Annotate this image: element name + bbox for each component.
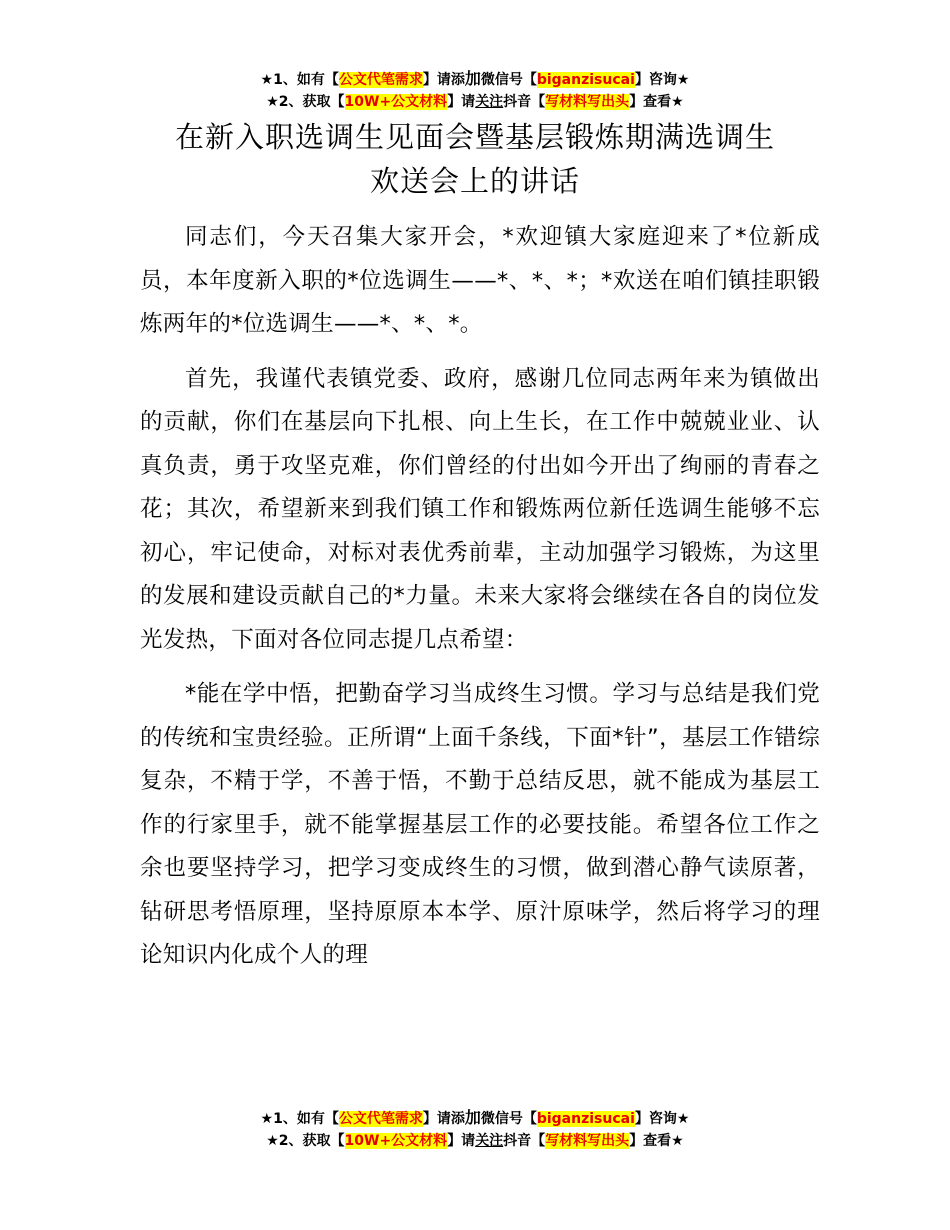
promo-line-2-suffix: 】查看★ [629, 1133, 684, 1149]
promo-highlight-service: 公文代笔需求 [338, 1111, 423, 1127]
promo-line-1-prefix: ★1、如有【 [260, 72, 339, 88]
promo-line-2-follow: 关注 [475, 1133, 504, 1149]
promo-highlight-materials: 10W+公文材料 [344, 1133, 448, 1149]
promo-line-1-mid: 】请添 [422, 1111, 465, 1127]
promo-line-1-add: 加 [464, 1108, 481, 1127]
document-title-line-1: 在新入职选调生见面会暨基层锻炼期满选调生 [174, 120, 775, 154]
promo-line-2-mid: 】请 [447, 1133, 476, 1149]
paragraph-greeting: 同志们，今天召集大家开会，*欢迎镇大家庭迎来了*位新成员，本年度新入职的*位选调生——*、*、*；*欢送在咱们镇挂职锻炼两年的*位选调生——*、*、*。 [140, 224, 820, 337]
promo-line-1 [0, 68, 950, 91]
promo-highlight-wechat-id: biganzisucai [536, 72, 635, 88]
paragraph-thanks: 首先，我谨代表镇党委、政府，感谢几位同志两年来为镇做出的贡献，你们在基层向下扎根、向上生长，在工作中兢兢业业、认真负责，勇于攻坚克难，你们曾经的付出如今开出了绚丽的青春之花；其次，希望新来到我们镇工作和锻炼两位新任选调生能够不忘初心，牢记使命，对标对表优秀前辈，主动加强学习锻炼，为这里的发展和建设贡献自己的*力量。未来大家将会继续在各自的岗位发光发热，下面对各位同志提几点希望： [140, 365, 820, 653]
promo-line-2 [0, 1130, 950, 1152]
promo-line-2-prefix: ★2、获取【 [266, 1133, 345, 1149]
document-title-line-2: 欢送会上的讲话 [369, 164, 580, 198]
promo-line-2-prefix: ★2、获取【 [266, 94, 345, 110]
promo-line-2-follow: 关注 [475, 94, 504, 110]
promo-highlight-service: 公文代笔需求 [338, 72, 423, 88]
promo-line-1 [0, 1107, 950, 1130]
promo-line-1-prefix: ★1、如有【 [260, 1111, 339, 1127]
promo-line-2-mid: 】请 [447, 94, 476, 110]
promo-line-1-add: 加 [464, 69, 481, 88]
header-promo-banner [0, 68, 950, 113]
promo-line-1-mid: 】请添 [422, 72, 465, 88]
promo-highlight-materials: 10W+公文材料 [344, 94, 448, 110]
promo-line-2-mid2: 抖音【 [503, 94, 546, 110]
promo-line-1-suffix: 】咨询★ [634, 72, 690, 88]
promo-highlight-douyin: 写材料写出头 [545, 94, 630, 110]
promo-line-2-mid2: 抖音【 [503, 1133, 546, 1149]
promo-line-2 [0, 91, 950, 113]
promo-line-1-suffix: 】咨询★ [634, 1111, 690, 1127]
document-title [0, 115, 950, 203]
paragraph-study: *能在学中悟，把勤奋学习当成终生习惯。学习与总结是我们党的传统和宝贵经验。正所谓“上面千条线，下面*针”，基层工作错综复杂，不精于学，不善于悟，不勤于总结反思，就不能成为基层工作的行家里手，就不能掌握基层工作的必要技能。希望各位工作之余也要坚持学习，把学习变成终生的习惯，做到潜心静气读原著，钻研思考悟原理，坚持原原本本学、原汁原味学，然后将学习的理论知识内化成个人的理 [140, 681, 820, 968]
promo-line-2-suffix: 】查看★ [629, 94, 684, 110]
promo-highlight-wechat-id: biganzisucai [536, 1111, 635, 1127]
promo-line-1-mid2: 微信号【 [480, 72, 537, 88]
document-body [140, 216, 820, 989]
promo-line-1-mid2: 微信号【 [480, 1111, 537, 1127]
promo-highlight-douyin: 写材料写出头 [545, 1133, 630, 1149]
footer-promo-banner [0, 1107, 950, 1152]
